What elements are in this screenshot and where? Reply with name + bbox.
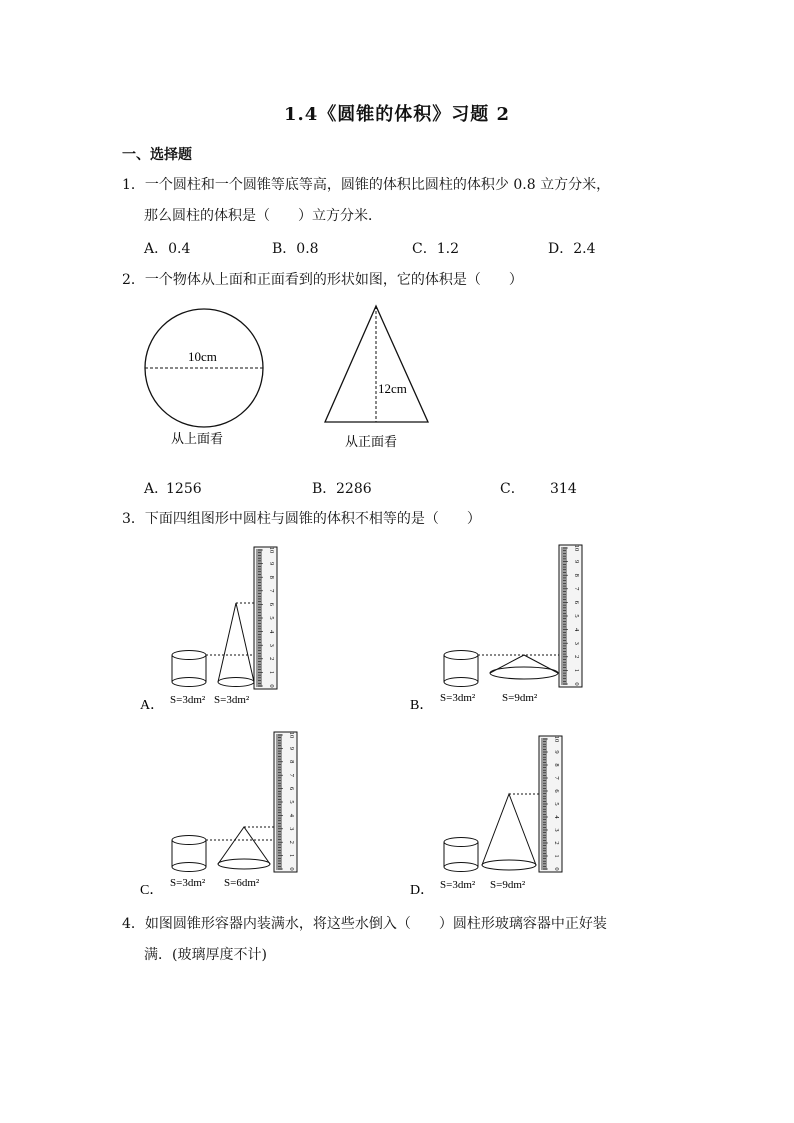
circle-diameter-label: 10cm [188, 349, 217, 364]
ruler-tick-label: 0 [553, 867, 560, 871]
ruler-tick-label: 5 [553, 802, 560, 806]
ruler-tick-label: 3 [553, 828, 560, 832]
ruler-tick-label: 9 [288, 746, 295, 751]
ruler-tick-label: 5 [268, 616, 275, 620]
figure-c[interactable] [140, 730, 310, 900]
cone-outline [218, 827, 270, 864]
ruler-tick-label: 2 [288, 840, 295, 844]
figure-letter: B． [410, 698, 434, 713]
front-view-caption: 从正面看 [345, 435, 398, 450]
ruler-tick-label: 8 [288, 760, 295, 764]
cone-area-label: S=9dm² [502, 692, 538, 704]
ruler-tick-label: 4 [573, 627, 580, 632]
cone-base [490, 667, 558, 679]
ruler-tick-label: 3 [573, 641, 580, 645]
cylinder-base [172, 678, 206, 687]
cylinder-top [444, 651, 478, 660]
ruler-tick-label: 2 [573, 655, 580, 659]
ruler-tick-label: 6 [288, 786, 295, 791]
cone-base [482, 860, 536, 870]
page-title: 1.4《圆锥的体积》习题 2 [283, 104, 511, 125]
question-1-line-2: 那么圆柱的体积是（ ）立方分米． [144, 208, 382, 224]
ruler-tick-label: 2 [268, 657, 275, 661]
cone-base [218, 859, 270, 869]
cylinder-area-label: S=3dm² [170, 877, 206, 889]
q2-option-a-value: 1256 [166, 481, 202, 497]
q2-option-b[interactable]: B． [312, 481, 337, 497]
cylinder-top [172, 836, 206, 845]
q1-option-a[interactable]: A．0.4 [144, 241, 191, 257]
cylinder-top [444, 838, 478, 847]
ruler-tick-label: 2 [553, 841, 560, 845]
figure-letter: A． [140, 698, 165, 713]
question-4-line-2: 满．(玻璃厚度不计) [144, 947, 267, 963]
ruler-tick-label: 9 [573, 559, 580, 564]
ruler-tick-label: 7 [573, 587, 580, 591]
ruler-tick-label: 1 [288, 853, 295, 858]
cone-base [218, 678, 254, 687]
question-2-text: 2．一个物体从上面和正面看到的形状如图，它的体积是（ ） [122, 272, 523, 288]
ruler-tick-label: 6 [268, 602, 275, 607]
ruler-tick-label: 4 [268, 629, 275, 634]
question-3-text: 3．下面四组图形中圆柱与圆锥的体积不相等的是（ ） [122, 511, 481, 527]
cylinder-area-label: S=3dm² [440, 692, 476, 704]
cone-outline [482, 794, 536, 865]
ruler-tick-label: 7 [268, 589, 275, 593]
ruler-tick-label: 10 [288, 731, 295, 739]
ruler-tick-label: 0 [268, 684, 275, 688]
top-view-caption: 从上面看 [171, 432, 224, 447]
ruler-tick-label: 10 [553, 735, 560, 743]
ruler-tick-label: 6 [553, 789, 560, 793]
cylinder-area-label: S=3dm² [440, 879, 476, 891]
ruler-tick-label: 4 [288, 813, 295, 818]
ruler-tick-label: 5 [288, 800, 295, 804]
ruler-tick-label: 0 [288, 867, 295, 871]
ruler-tick-label: 3 [268, 643, 275, 647]
cone-outline [218, 603, 254, 682]
ruler-tick-label: 1 [553, 854, 560, 858]
ruler-tick-label: 3 [288, 827, 295, 831]
section-heading: 一、选择题 [122, 147, 192, 163]
ruler-tick-label: 7 [553, 776, 560, 780]
cone-area-label: S=6dm² [224, 877, 260, 889]
ruler-tick-label: 9 [268, 561, 275, 566]
ruler-tick-label: 10 [573, 544, 580, 552]
cone-area-label: S=9dm² [490, 879, 526, 891]
ruler-tick-label: 9 [553, 750, 560, 754]
q2-option-c[interactable]: C． [500, 481, 525, 497]
figure-letter: C． [140, 883, 164, 898]
ruler-tick-label: 10 [268, 546, 275, 554]
ruler-tick-label: 5 [573, 614, 580, 618]
question-1-line-1: 1．一个圆柱和一个圆锥等底等高，圆锥的体积比圆柱的体积少 0.8 立方分米， [122, 177, 611, 193]
ruler-tick-label: 8 [573, 573, 580, 577]
figure-letter: D． [410, 883, 435, 898]
ruler-tick-label: 0 [573, 682, 580, 686]
ruler-tick-label: 1 [268, 670, 275, 675]
q1-option-b[interactable]: B．0.8 [272, 241, 319, 257]
cone-outline [490, 655, 558, 673]
cylinder-area-label: S=3dm² [170, 694, 206, 706]
cylinder-top [172, 651, 206, 660]
ruler-tick-label: 1 [573, 668, 580, 673]
q1-option-c[interactable]: C．1.2 [412, 241, 459, 257]
question-4-line-1: 4．如图圆锥形容器内装满水，将这些水倒入（ ）圆柱形玻璃容器中正好装 [122, 916, 607, 932]
cone-area-label: S=3dm² [214, 694, 250, 706]
figure-d[interactable] [410, 730, 580, 900]
cylinder-base [172, 863, 206, 872]
q2-option-b-value: 2286 [336, 481, 372, 497]
q2-figure [130, 300, 450, 460]
figure-a[interactable] [140, 545, 300, 715]
q1-option-d[interactable]: D．2.4 [548, 241, 596, 257]
ruler-tick-label: 7 [288, 773, 295, 777]
figure-b[interactable] [410, 545, 590, 715]
triangle-height-label: 12cm [378, 381, 407, 396]
ruler-tick-label: 4 [553, 815, 560, 819]
ruler-tick-label: 6 [573, 600, 580, 605]
q2-option-a[interactable]: A． [144, 481, 169, 497]
ruler-tick-label: 8 [268, 575, 275, 579]
ruler-tick-label: 8 [553, 763, 560, 767]
cylinder-base [444, 863, 478, 872]
cylinder-base [444, 678, 478, 687]
q2-option-c-value: 314 [550, 481, 577, 497]
